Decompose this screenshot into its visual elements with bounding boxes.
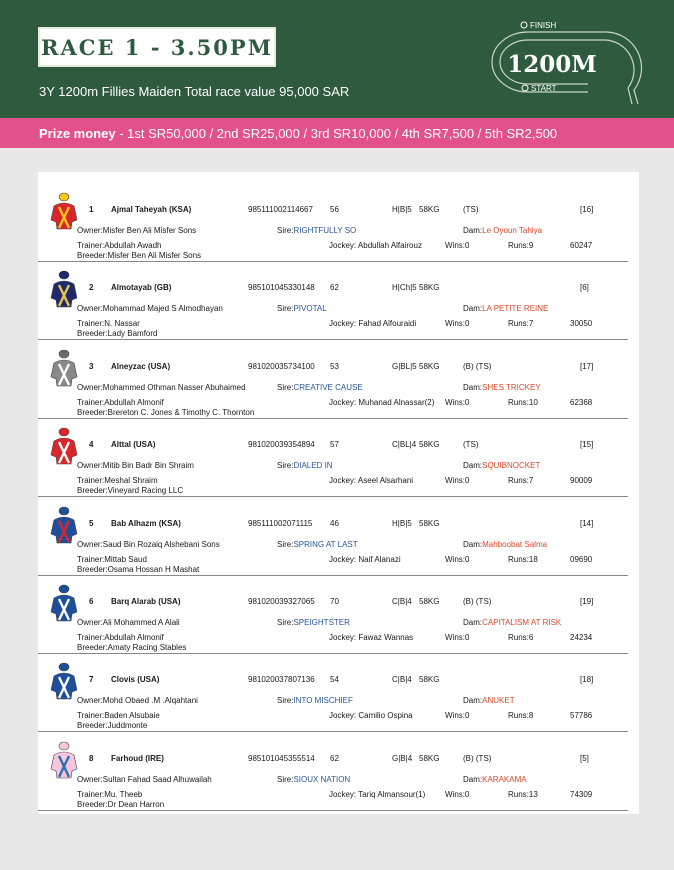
weight: 58KG [419,361,440,371]
runner-row [38,185,639,263]
jockey-silks-icon [50,662,78,700]
owner: Owner:Mohammad Majed S Almodhayan [77,304,223,314]
dam-label: Dam: [463,618,483,627]
dam-name: SHES TRICKEY [482,382,541,392]
draw-number: [15] [580,440,594,450]
trainer: Trainer:Abdullah Almonif [77,633,164,642]
row-divider [38,810,628,811]
row-divider [38,731,628,732]
owner: Owner:Mohammed Othman Nasser Abuhaimed [77,382,246,392]
breeder: Breeder:Lady Bamford [77,329,158,339]
horse-name: Bab Alhazm (KSA) [111,518,181,528]
horse-id: 985111002114667 [248,205,313,214]
dam-label: Dam: [463,382,483,392]
owner: Owner:Misfer Ben Ali Misfer Sons [77,226,197,235]
form: H|B|5 [392,205,412,214]
rating: 53 [330,361,339,371]
rating: 62 [330,283,339,293]
finish-marker [521,22,527,28]
draw-number: [18] [580,675,594,685]
row-divider [38,261,628,262]
rating: 70 [330,597,339,606]
entry-code: 57786 [570,711,593,721]
row-divider [38,418,628,419]
breeder: Breeder:Osama Hossan H Mashat [77,564,200,574]
horse-id: 981020039327065 [248,597,315,606]
owner: Owner:Mohd Obaed .M .Alqahtani [77,696,198,706]
trainer: Trainer:Abdullah Awadh [77,241,162,250]
runs: Runs:13 [508,789,538,799]
breeder: Breeder:Misfer Ben Ali Misfer Sons [77,251,202,260]
sire-label: Sire: [277,382,294,392]
runs: Runs:6 [508,633,534,642]
draw-number: [6] [580,283,589,293]
race-header [0,0,674,118]
entry-code: 62368 [570,397,593,407]
runner-row [38,655,639,733]
trainer: Trainer:Baden Alsubaie [77,711,160,721]
entry-code: 30050 [570,319,593,329]
distance-label: 1200M [507,51,597,78]
runner-number: 1 [89,205,94,214]
sire [277,618,350,628]
sire-label: Sire: [277,774,294,784]
rating: 54 [330,675,339,685]
draw-number: [5] [580,753,589,763]
jockey: Jockey: Fawaz Wannas [329,633,414,642]
dam-name: CAPITALISM AT RISK [482,618,562,627]
dam [463,540,547,550]
silk-cap [59,742,69,750]
finish-label: FINISH [530,21,557,30]
runner-number: 6 [89,597,94,606]
sire-label: Sire: [277,696,294,706]
horse-id: 981020035734100 [248,361,315,371]
weight: 58KG [419,597,440,606]
sire [277,461,333,471]
silk-cap [59,193,69,201]
breeder: Breeder:Vineyard Racing LLC [77,486,184,496]
jockey-silks-icon [50,192,78,230]
weight: 58KG [419,675,440,685]
horse-name: Almotayab (GB) [111,283,172,293]
dam-name: Mahboobat Salma [482,539,548,549]
dam [463,304,548,314]
sire-name: DIALED IN [293,461,333,471]
sire-label: Sire: [277,226,294,235]
runs: Runs:9 [508,241,534,250]
jockey-silks-icon [50,349,78,387]
form: C|B|4 [392,675,412,685]
sire [277,696,353,706]
runs: Runs:18 [508,554,538,564]
rating: 62 [330,753,339,763]
dam-name: SQUIBNOCKET [482,461,541,471]
dam [463,461,540,471]
dam-label: Dam: [463,696,483,706]
form: H|B|5 [392,518,412,528]
jockey: Jockey: Naif Alanazi [329,554,401,564]
form: C|BL|4 [392,440,417,450]
entry-code: 90009 [570,476,593,486]
equipment-tags: (B) (TS) [463,597,492,606]
form: C|B|4 [392,597,412,606]
wins: Wins:0 [445,476,470,486]
wins: Wins:0 [445,554,470,564]
equipment-tags: (TS) [463,205,479,214]
entry-code: 09690 [570,554,593,564]
prize-label: Prize money [39,126,116,141]
sire-label: Sire: [277,618,294,627]
dam [463,696,515,706]
dam [463,226,542,236]
runner-number: 5 [89,518,94,528]
prize-breakdown: - 1st SR50,000 / 2nd SR25,000 / 3rd SR10,000 / 4th SR7,500 / 5th SR2,500 [115,126,558,141]
race-subtitle: 3Y 1200m Fillies Maiden Total race value 95,000 SAR [39,84,350,99]
silk-cap [59,507,69,515]
jockey-silks-icon [50,270,78,308]
wins: Wins:0 [445,711,470,721]
runner-row [38,420,639,498]
horse-name: Alneyzac (USA) [111,361,171,371]
wins: Wins:0 [445,789,470,799]
sire [277,383,363,393]
sire [277,775,350,785]
equipment-tags: (TS) [463,440,479,450]
entry-code: 74309 [570,789,593,799]
jockey-silks-icon [50,506,78,544]
runner-row [38,734,639,812]
dam-label: Dam: [463,774,483,784]
draw-number: [14] [580,518,594,528]
runs: Runs:7 [508,476,534,486]
sire [277,540,358,550]
dam-name: KARAKAMA [482,774,527,784]
draw-number: [19] [580,597,594,606]
wins: Wins:0 [445,319,470,329]
runner-row [38,342,639,420]
trainer: Trainer:N. Nassar [77,319,140,329]
runs: Runs:7 [508,319,534,329]
silk-cap [59,350,69,358]
silk-cap [59,663,69,671]
dam-name: LA PETITE REINE [482,304,549,314]
row-divider [38,496,628,497]
owner: Owner:Mitib Bin Badr Bin Shraim [77,461,194,471]
horse-id: 985101045330148 [248,283,315,293]
sire [277,226,356,236]
runner-number: 8 [89,753,94,763]
form: G|BL|5 [392,361,417,371]
weight: 58KG [419,283,440,293]
dam-label: Dam: [463,461,483,471]
sire-name: SPRING AT LAST [293,539,358,549]
sire-label: Sire: [277,539,294,549]
row-divider [38,339,628,340]
sire-label: Sire: [277,461,294,471]
horse-id: 981020039354894 [248,440,315,450]
sire-name: SIOUX NATION [293,774,351,784]
rating: 56 [330,205,339,214]
dam [463,383,541,393]
horse-name: Barq Alarab (USA) [111,597,181,606]
breeder: Breeder:Dr Dean Harron [77,799,165,809]
track-diagram [488,18,648,110]
sire-name: INTO MISCHIEF [293,696,353,706]
horse-name: Ajmal Taheyah (KSA) [111,205,192,214]
jockey: Jockey: Muhanad Alnassar(2) [329,397,435,407]
prize-money [39,126,557,141]
horse-id: 985101045355514 [248,753,315,763]
runner-row [38,263,639,341]
sire-label: Sire: [277,304,294,314]
draw-number: [16] [580,205,594,214]
horse-id: 985111002071115 [248,518,313,528]
jockey-silks-icon [50,584,78,622]
row-divider [38,653,628,654]
wins: Wins:0 [445,633,470,642]
dam [463,775,527,785]
silk-cap [59,271,69,279]
horse-name: Clovis (USA) [111,675,160,685]
runs: Runs:8 [508,711,534,721]
start-label: START [531,84,557,93]
racecard [38,172,639,814]
wins: Wins:0 [445,241,470,250]
draw-number: [17] [580,361,594,371]
row-divider [38,575,628,576]
sire-name: RIGHTFULLY SO [293,226,357,235]
owner: Owner:Saud Bin Rozaiq Alshebani Sons [77,539,220,549]
sire-name: PIVOTAL [293,304,327,314]
dam-label: Dam: [463,304,483,314]
form: G|B|4 [392,753,413,763]
rating: 57 [330,440,339,450]
race-title-box [38,27,276,67]
dam [463,618,561,628]
trainer: Trainer:Mu. Theeb [77,789,143,799]
dam-name: Le Oyoun Tahiya [482,226,543,235]
jockey: Jockey: Aseel Alsarhani [329,476,414,486]
jockey: Jockey: Fahad Alfouraidi [329,319,417,329]
weight: 58KG [419,205,440,214]
jockey-silks-icon [50,741,78,779]
breeder: Breeder:Juddmonte [77,721,148,731]
horse-name: Farhoud (IRE) [111,753,164,763]
form: H|Ch|5 [392,283,417,293]
breeder: Breeder:Amaty Racing Stables [77,643,187,652]
runner-number: 3 [89,361,94,371]
sire-name: SPEIGHTSTER [293,618,350,627]
entry-code: 60247 [570,241,593,250]
wins: Wins:0 [445,397,470,407]
silk-cap [59,585,69,593]
race-title: RACE 1 - 3.50PM [41,34,273,60]
trainer: Trainer:Mittab Saud [77,554,147,564]
sire-name: CREATIVE CAUSE [293,382,363,392]
jockey: Jockey: Tariq Almansour(1) [329,789,426,799]
start-marker [522,85,528,91]
entry-code: 24234 [570,633,593,642]
runs: Runs:10 [508,397,538,407]
trainer: Trainer:Abdullah Almonif [77,397,164,407]
weight: 58KG [419,753,440,763]
dam-name: ANUKET [482,696,515,706]
equipment-tags: (B) (TS) [463,753,492,763]
prize-money-bar [0,118,674,148]
breeder: Breeder:Brereton C. Jones & Timothy C. Thornton [77,407,255,417]
horse-id: 981020037807136 [248,675,315,685]
horse-name: Alttal (USA) [111,440,156,450]
silk-cap [59,428,69,436]
jockey-silks-icon [50,427,78,465]
runner-number: 7 [89,675,94,685]
runner-number: 2 [89,283,94,293]
owner: Owner:Sultan Fahad Saad Alhuwailah [77,774,212,784]
runner-number: 4 [89,440,94,450]
trainer: Trainer:Meshal Shraim [77,476,158,486]
jockey: Jockey: Camilio Ospina [329,711,413,721]
owner: Owner:Ali Mohammed A Alali [77,618,180,627]
equipment-tags: (B) (TS) [463,361,492,371]
sire [277,304,327,314]
dam-label: Dam: [463,539,483,549]
runner-row [38,499,639,577]
weight: 58KG [419,440,440,450]
runner-row [38,577,639,655]
dam-label: Dam: [463,226,483,235]
rating: 46 [330,518,339,528]
jockey: Jockey: Abdullah Alfairouz [329,241,422,250]
weight: 58KG [419,518,440,528]
